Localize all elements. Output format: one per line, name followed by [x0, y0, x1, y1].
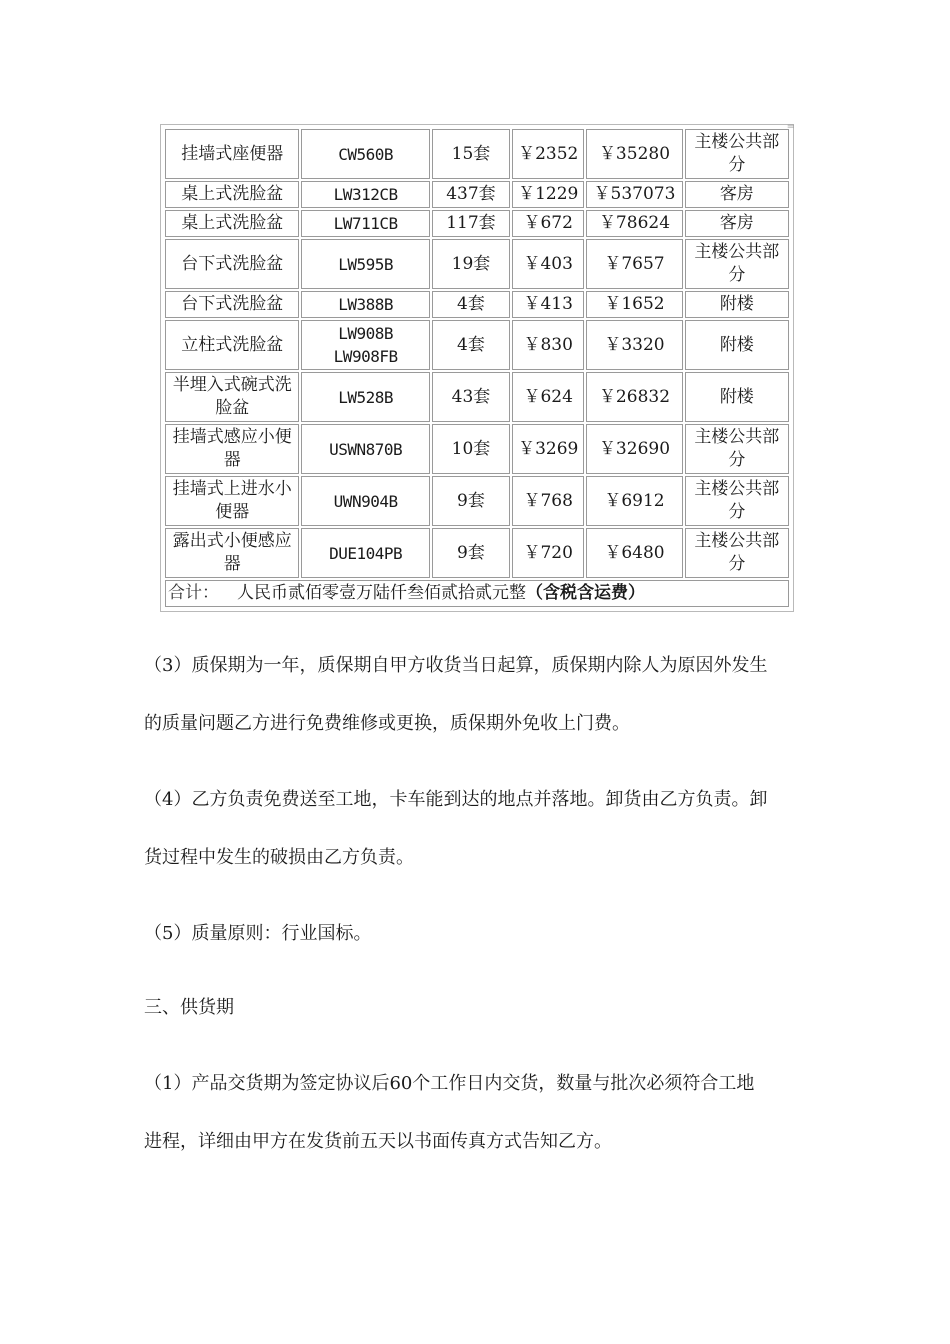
cell-unit-price: ￥830 — [512, 320, 584, 370]
cell-location: 附楼 — [685, 320, 789, 370]
cell-location: 客房 — [685, 181, 789, 208]
cell-unit-price: ￥3269 — [512, 424, 584, 474]
total-note: （含税含运费） — [526, 583, 645, 603]
cell-unit-price: ￥413 — [512, 291, 584, 318]
table-row — [165, 291, 789, 318]
cell-product-name: 台下式洗脸盆 — [165, 291, 299, 318]
cell-subtotal: ￥1652 — [586, 291, 682, 318]
cell-model: LW711CB — [301, 210, 429, 237]
total-label: 合计： — [168, 583, 219, 603]
cell-subtotal: ￥6912 — [586, 476, 682, 526]
cell-subtotal: ￥26832 — [586, 372, 682, 422]
cell-unit-price: ￥672 — [512, 210, 584, 237]
paragraph-delivery-line1: （4）乙方负责免费送至工地，卡车能到达的地点并落地。卸货由乙方负责。卸 — [144, 789, 768, 810]
cell-model: LW528B — [301, 372, 429, 422]
cell-grand-total — [165, 580, 789, 607]
cell-subtotal: ￥78624 — [586, 210, 682, 237]
cell-location: 主楼公共部分 — [685, 424, 789, 474]
paragraph-quality: （5）质量原则：行业国标。 — [144, 923, 372, 944]
cell-model: LW595B — [301, 239, 429, 289]
cell-quantity: 9套 — [432, 476, 510, 526]
cell-model: LW388B — [301, 291, 429, 318]
cell-subtotal: ￥6480 — [586, 528, 682, 578]
cell-location: 主楼公共部分 — [685, 129, 789, 179]
table-total-row — [165, 580, 789, 607]
cell-subtotal: ￥35280 — [586, 129, 682, 179]
cell-quantity: 15套 — [432, 129, 510, 179]
cell-product-name: 挂墙式座便器 — [165, 129, 299, 179]
table-row — [165, 372, 789, 422]
cell-product-name: 桌上式洗脸盆 — [165, 210, 299, 237]
cell-quantity: 4套 — [432, 291, 510, 318]
cell-product-name: 挂墙式上进水小便器 — [165, 476, 299, 526]
section-heading-supply-period: 三、供货期 — [144, 997, 234, 1018]
cell-quantity: 10套 — [432, 424, 510, 474]
paragraph-supply-line1: （1）产品交货期为签定协议后60个工作日内交货，数量与批次必须符合工地 — [144, 1073, 755, 1094]
paragraph-delivery-line2: 货过程中发生的破损由乙方负责。 — [144, 847, 414, 868]
table-row — [165, 181, 789, 208]
cell-unit-price: ￥1229 — [512, 181, 584, 208]
table-row — [165, 528, 789, 578]
cell-location: 附楼 — [685, 372, 789, 422]
goods-table-frame — [160, 121, 795, 612]
cell-unit-price: ￥2352 — [512, 129, 584, 179]
cell-location: 客房 — [685, 210, 789, 237]
table-row — [165, 129, 789, 179]
cell-quantity: 9套 — [432, 528, 510, 578]
cell-product-name: 桌上式洗脸盆 — [165, 181, 299, 208]
cell-product-name: 露出式小便感应器 — [165, 528, 299, 578]
goods-table — [163, 127, 791, 609]
cell-model: UWN904B — [301, 476, 429, 526]
cell-product-name: 半埋入式碗式洗脸盆 — [165, 372, 299, 422]
cell-unit-price: ￥720 — [512, 528, 584, 578]
cell-product-name: 挂墙式感应小便器 — [165, 424, 299, 474]
table-row — [165, 320, 789, 370]
goods-table-body — [165, 129, 789, 607]
cell-unit-price: ￥768 — [512, 476, 584, 526]
cell-unit-price: ￥403 — [512, 239, 584, 289]
cell-location: 主楼公共部分 — [685, 528, 789, 578]
cell-quantity: 43套 — [432, 372, 510, 422]
cell-subtotal: ￥537073 — [586, 181, 682, 208]
total-amount-words: 人民币贰佰零壹万陆仟叁佰贰拾贰元整 — [237, 583, 526, 603]
cell-quantity: 437套 — [432, 181, 510, 208]
cell-model: DUE104PB — [301, 528, 429, 578]
cell-product-name: 立柱式洗脸盆 — [165, 320, 299, 370]
cell-model: CW560B — [301, 129, 429, 179]
cell-quantity: 19套 — [432, 239, 510, 289]
cell-subtotal: ￥7657 — [586, 239, 682, 289]
cell-model: LW908B LW908FB — [301, 320, 429, 370]
cell-model: LW312CB — [301, 181, 429, 208]
paragraph-warranty-line2: 的质量问题乙方进行免费维修或更换，质保期外免收上门费。 — [144, 713, 630, 734]
paragraph-warranty-line1: （3）质保期为一年，质保期自甲方收货当日起算，质保期内除人为原因外发生 — [144, 655, 768, 676]
cell-subtotal: ￥32690 — [586, 424, 682, 474]
cell-quantity: 4套 — [432, 320, 510, 370]
table-row — [165, 210, 789, 237]
cell-subtotal: ￥3320 — [586, 320, 682, 370]
cell-quantity: 117套 — [432, 210, 510, 237]
cell-location: 附楼 — [685, 291, 789, 318]
table-row — [165, 239, 789, 289]
cell-product-name: 台下式洗脸盆 — [165, 239, 299, 289]
paragraph-supply-line2: 进程，详细由甲方在发货前五天以书面传真方式告知乙方。 — [144, 1131, 612, 1152]
table-row — [165, 476, 789, 526]
cell-unit-price: ￥624 — [512, 372, 584, 422]
cell-location: 主楼公共部分 — [685, 476, 789, 526]
cell-model: USWN870B — [301, 424, 429, 474]
table-row — [165, 424, 789, 474]
cell-location: 主楼公共部分 — [685, 239, 789, 289]
table-corner-mark: = — [786, 121, 795, 132]
